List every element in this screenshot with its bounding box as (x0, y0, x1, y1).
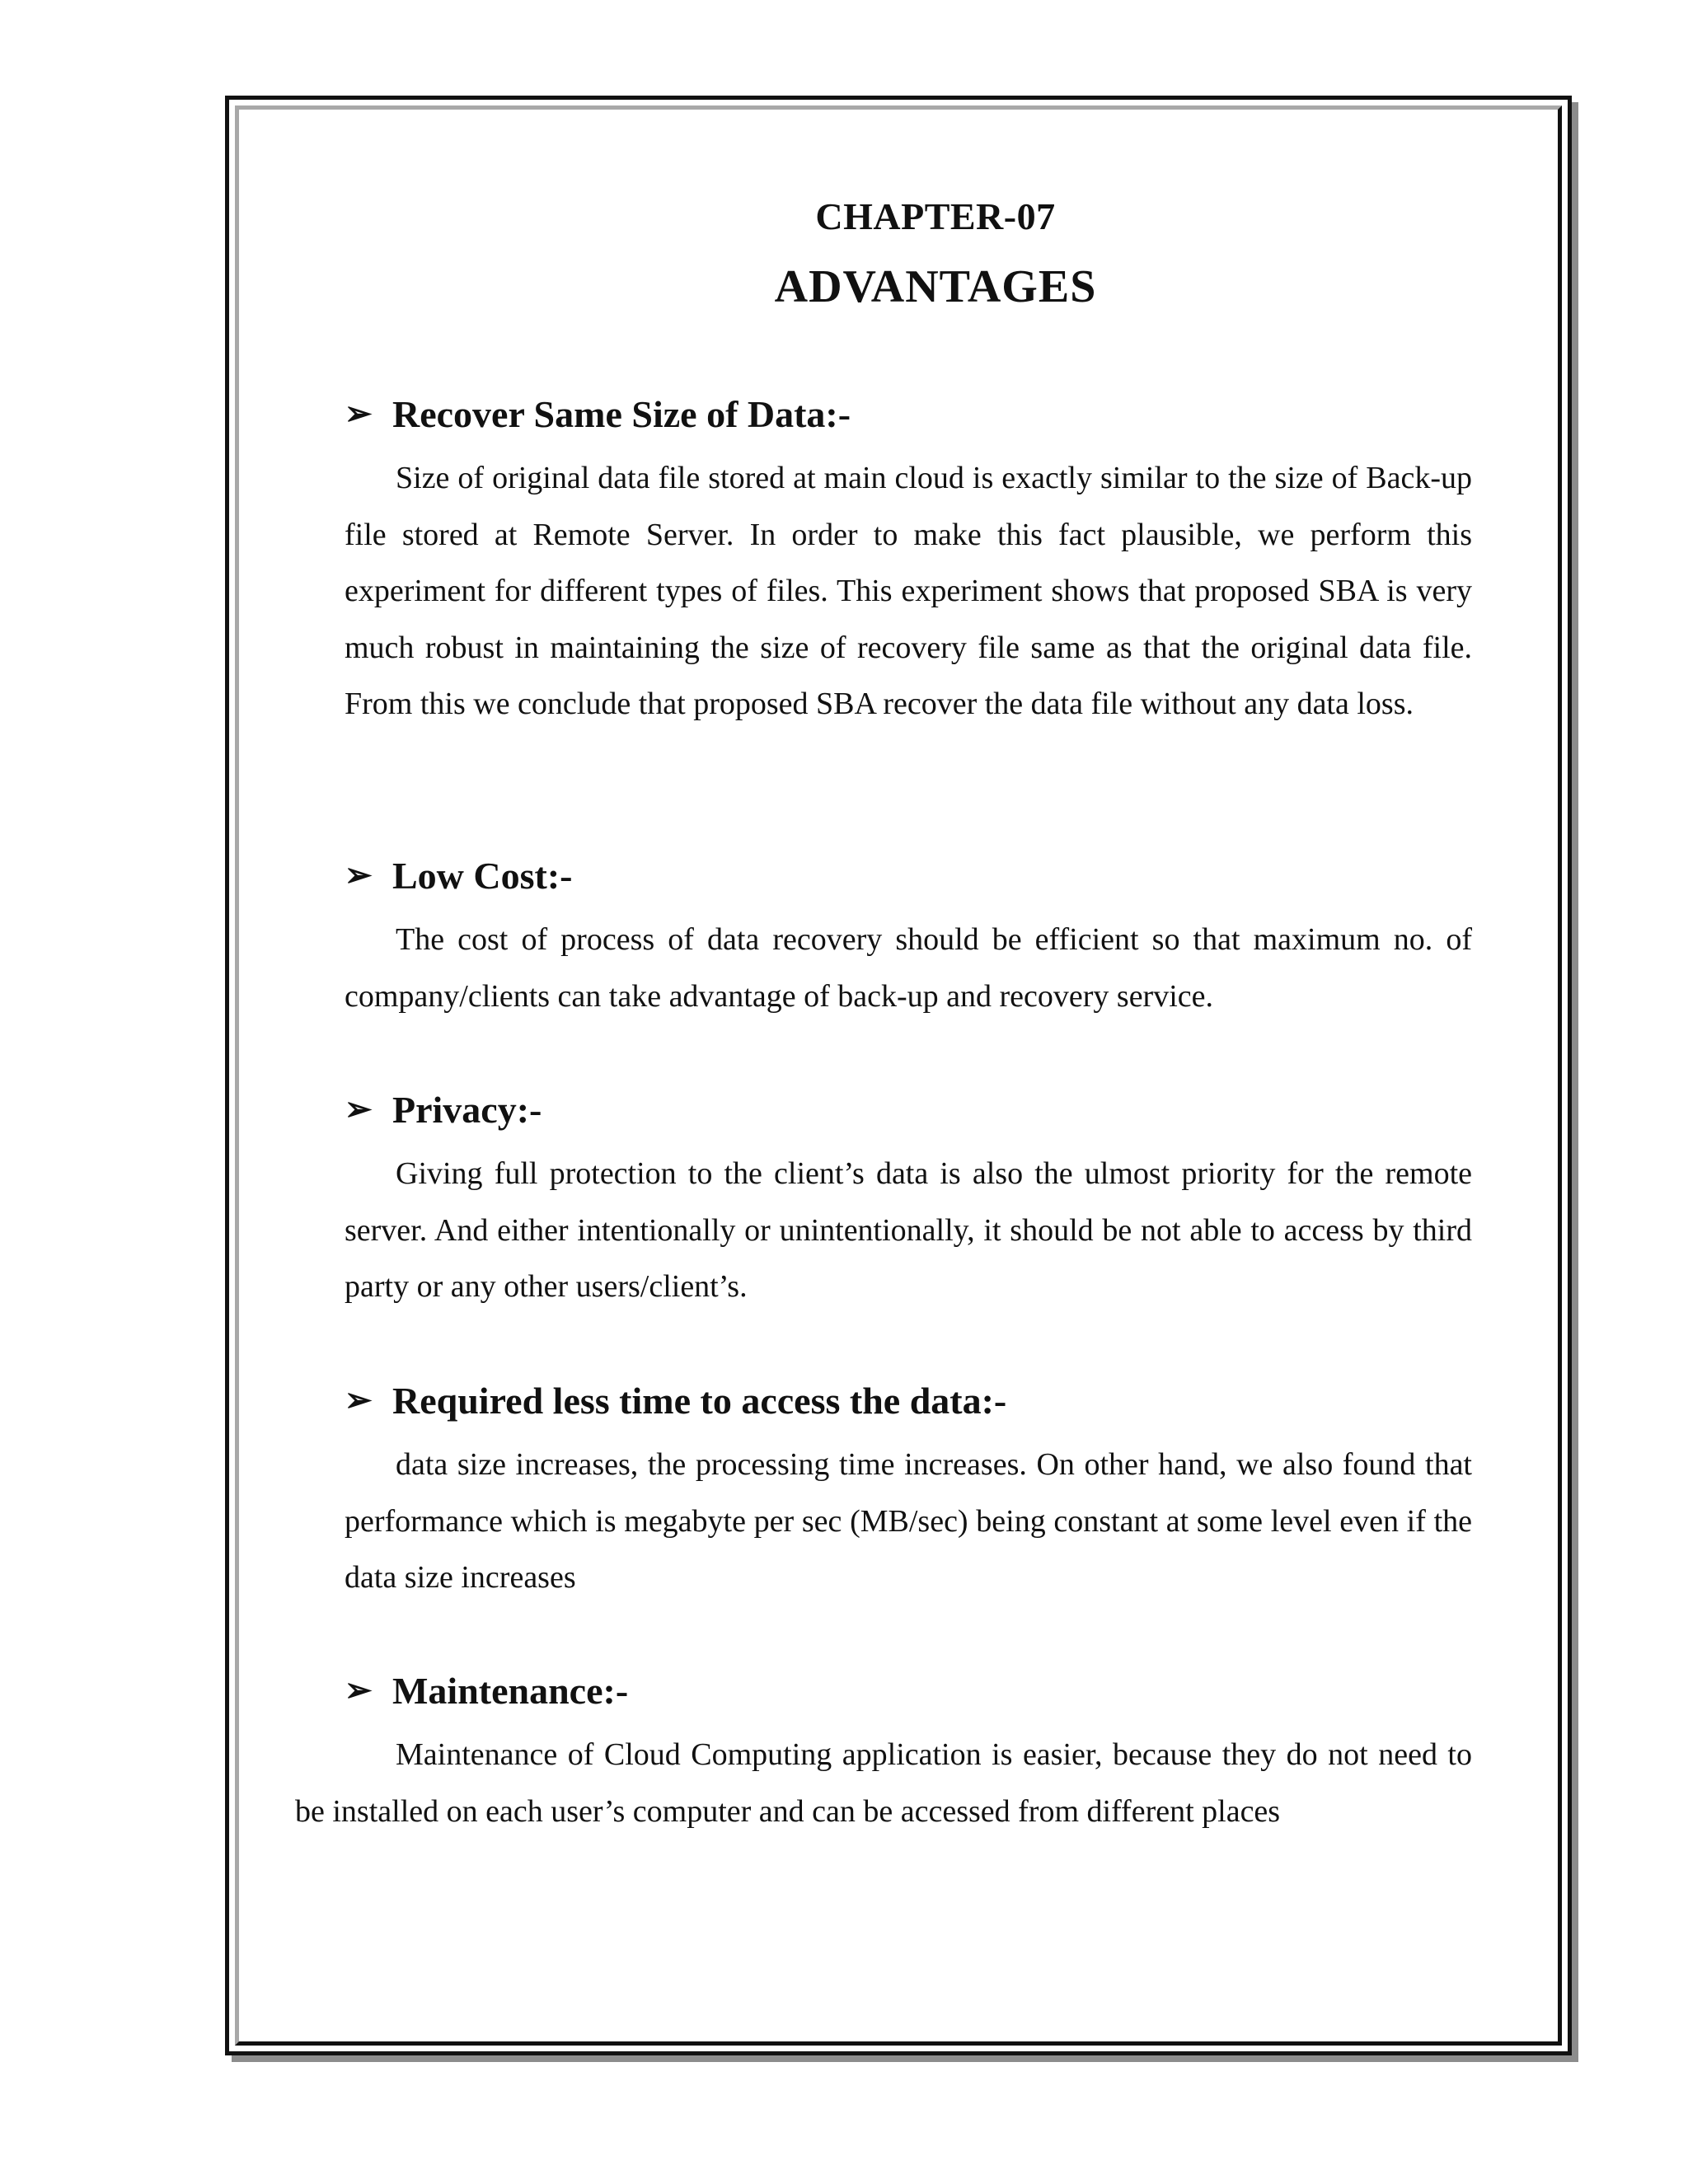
section-heading-text: Privacy:- (392, 1089, 542, 1131)
section-heading-recover-same-size (345, 392, 851, 436)
section-heading-text: Low Cost:- (392, 855, 573, 897)
section-heading-text: Maintenance:- (392, 1670, 629, 1712)
section-heading-maintenance (345, 1669, 628, 1713)
section-body-less-time: data size increases, the processing time increases. On other hand, we also found that performance which is megabyte per sec (MB/sec) being constant at some level even if the data size increases (345, 1447, 1472, 1595)
section-body-low-cost: The cost of process of data recovery should be efficient so that maximum no. of company/clients can take advantage of back-up and recovery service. (345, 922, 1472, 1014)
section-body-maintenance: Maintenance of Cloud Computing application is easier, because they do not need to be installed on each user’s computer and can be accessed from different places (295, 1737, 1472, 1829)
section-body-privacy: Giving full protection to the client’s data is also the ulmost priority for the remote server. And either intentionally or unintentionally, it should be not able to access by third party or any other users/client’s. (345, 1156, 1472, 1304)
arrow-bullet-icon: ➢ (345, 1381, 373, 1418)
section-heading-text: Required less time to access the data:- (392, 1380, 1007, 1422)
chapter-label: CHAPTER-07 (815, 195, 1056, 237)
section-heading-text: Recover Same Size of Data:- (392, 393, 851, 435)
section-heading-privacy (345, 1088, 542, 1132)
arrow-bullet-icon: ➢ (345, 856, 373, 893)
arrow-bullet-icon: ➢ (345, 1671, 373, 1708)
section-heading-low-cost (345, 854, 572, 898)
section-heading-less-time (345, 1379, 1006, 1422)
arrow-bullet-icon: ➢ (345, 395, 373, 432)
arrow-bullet-icon: ➢ (345, 1090, 373, 1127)
section-body-recover-same-size: Size of original data file stored at main cloud is exactly similar to the size of Back-up file stored at Remote Server. In order to make this fact plausible, we perform this experiment for different types of files. This experiment shows that proposed SBA is very much robust in maintaining the size of recovery file same as that the original data file. From this we conclude that proposed SBA recover the data file without any data loss. (345, 461, 1472, 721)
chapter-title: ADVANTAGES (774, 261, 1097, 312)
